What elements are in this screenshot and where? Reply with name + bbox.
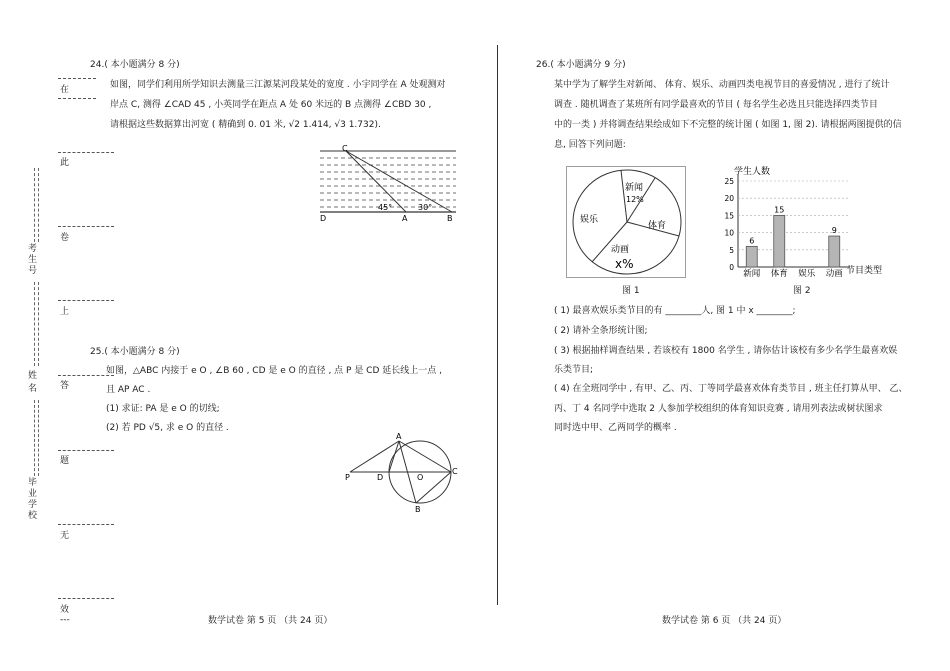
bar-3 (829, 236, 840, 267)
footer-left: 数学试卷 第 5 页 （共 24 页） (208, 616, 333, 626)
pie-chart (566, 166, 686, 278)
q24-line1: 如图，同学们利用所学知识去测量三江源某河段某处的宽度 . 小宇同学在 A 处观测对 (110, 80, 446, 90)
bar-chart-ylabel: 学生人数 (734, 167, 771, 177)
bar-y-tick-label: 20 (724, 194, 734, 204)
q25-line3: (1) 求证: PA 是 e O 的切线; (106, 404, 220, 414)
q26-sub4: ( 4) 在全班同学中 , 有甲、乙、丙、丁等同学最喜欢体育类节目 , 班主任打算从甲、 乙、 (554, 384, 908, 394)
bar-data-label: 6 (749, 236, 755, 246)
q24-line2: 岸点 C, 测得 ∠CAD 45 , 小英同学在距点 A 处 60 米远的 B 点测得 ∠CBD 30 , (110, 100, 432, 110)
fig25-label-C: C (452, 467, 458, 476)
bar-y-tick-label: 5 (729, 245, 734, 255)
fig25-label-B: B (415, 505, 421, 514)
q26-line3: 中的一类 ) 并将调查结果绘成如下不完整的统计图 ( 如图 1, 图 2). 请根据两图提供的信 (554, 120, 902, 130)
kaohao-label: 考生号 (28, 244, 38, 276)
pie-label-ent: 娱乐 (580, 215, 599, 225)
page-divider (497, 45, 498, 605)
bar-y-tick-label: 10 (724, 228, 734, 238)
bar-data-label: 9 (831, 226, 837, 236)
bar-y-tick-label: 15 (724, 211, 734, 221)
fig24-label-A: A (402, 214, 408, 223)
q26-sub4c: 同时选中甲、乙两同学的概率 . (554, 423, 677, 433)
bar-x-tick-label: 体育 (770, 269, 788, 279)
fig24-label-C: C (342, 144, 348, 153)
bar-1 (774, 215, 785, 267)
bar-0 (746, 246, 757, 267)
fig25-label-A: A (396, 432, 402, 441)
fig25-label-O: O (417, 473, 424, 482)
fig1-caption: 图 1 (622, 286, 640, 296)
bar-x-tick-label: 动画 (825, 269, 843, 279)
q26-sub2: ( 2) 请补全条形统计图; (554, 326, 648, 336)
circle-figure (344, 432, 462, 512)
pie-label-x: x% (615, 257, 634, 271)
river-figure (318, 145, 460, 223)
q26-line1: 某中学为了解学生对新闻、 体育、娱乐、动画四类电视节目的喜爱情况 , 进行了统计 (554, 80, 890, 90)
q26-sub3b: 乐类节目; (554, 365, 594, 375)
seal-char-3: 卷 (60, 233, 70, 243)
q25-line1: 如图，△ABC 内接于 e O , ∠B 60 , CD 是 e O 的直径 , 点 P 是 CD 延长线上一点 , (106, 366, 442, 376)
xingming-label: 姓名 (28, 371, 38, 394)
bar-y-tick-label: 25 (724, 177, 734, 186)
seal-char-4: 上 (60, 307, 70, 317)
fig24-label-D: D (320, 214, 327, 223)
fig24-label-B: B (447, 214, 453, 223)
pie-label-news: 新闻 (625, 183, 644, 193)
q24-header: 24.( 本小题满分 8 分) (90, 60, 180, 70)
bar-data-label: 15 (774, 205, 785, 215)
seal-char-6: 题 (60, 456, 70, 466)
seal-char-2: 此 (60, 158, 70, 168)
q25-line4: (2) 若 PD √5, 求 e O 的直径 . (106, 423, 229, 433)
fig25-label-P: P (345, 473, 350, 482)
footer-right: 数学试卷 第 6 页 （共 24 页） (662, 616, 787, 626)
bar-chart (716, 162, 888, 280)
bar-x-tick-label: 娱乐 (798, 269, 816, 279)
bar-chart-xlabel: 节目类型 (846, 266, 883, 276)
q26-line2: 调查 . 随机调查了某班所有同学最喜欢的节目 ( 每名学生必选且只能选择四类节目 (554, 100, 878, 110)
q26-header: 26.( 本小题满分 9 分) (536, 60, 626, 70)
school-label: 毕业学校 (28, 478, 38, 521)
fig2-caption: 图 2 (793, 286, 811, 296)
q26-sub3: ( 3) 根据抽样调查结果 , 若该校有 1800 名学生 , 请你估计该校有多少名学生最喜欢娱 (554, 346, 898, 356)
pie-label-anim: 动画 (611, 245, 630, 255)
q26-line4: 息, 回答下列问题: (554, 140, 626, 150)
q24-line3: 请根据这些数据算出河宽 ( 精确到 0. 01 米, √2 1.414, √3 1.732). (110, 120, 381, 130)
pie-label-news-pct: 12% (626, 195, 644, 204)
seal-char-1: 在 (60, 85, 70, 95)
fig25-label-D: D (377, 473, 384, 482)
seal-char-5: 答 (60, 381, 70, 391)
seal-char-8: 效 (60, 605, 70, 615)
fig24-angle-30: 30° (418, 203, 433, 212)
q25-line2: 且 AP AC . (106, 385, 151, 395)
bar-y-tick-label: 0 (729, 263, 734, 272)
seal-tail: --- (60, 615, 70, 625)
bar-x-tick-label: 新闻 (743, 269, 761, 279)
seal-char-7: 无 (60, 531, 70, 541)
pie-label-sports: 体育 (648, 221, 667, 231)
q26-sub1: ( 1) 最喜欢娱乐类节目的有 ________人, 图 1 中 x ________; (554, 306, 796, 316)
q26-sub4b: 丙、丁 4 名同学中选取 2 人参加学校组织的体育知识竞赛 , 请用列表法或树状图求 (554, 404, 883, 414)
fig24-angle-45: 45° (378, 203, 393, 212)
q25-header: 25.( 本小题满分 8 分) (90, 347, 180, 357)
